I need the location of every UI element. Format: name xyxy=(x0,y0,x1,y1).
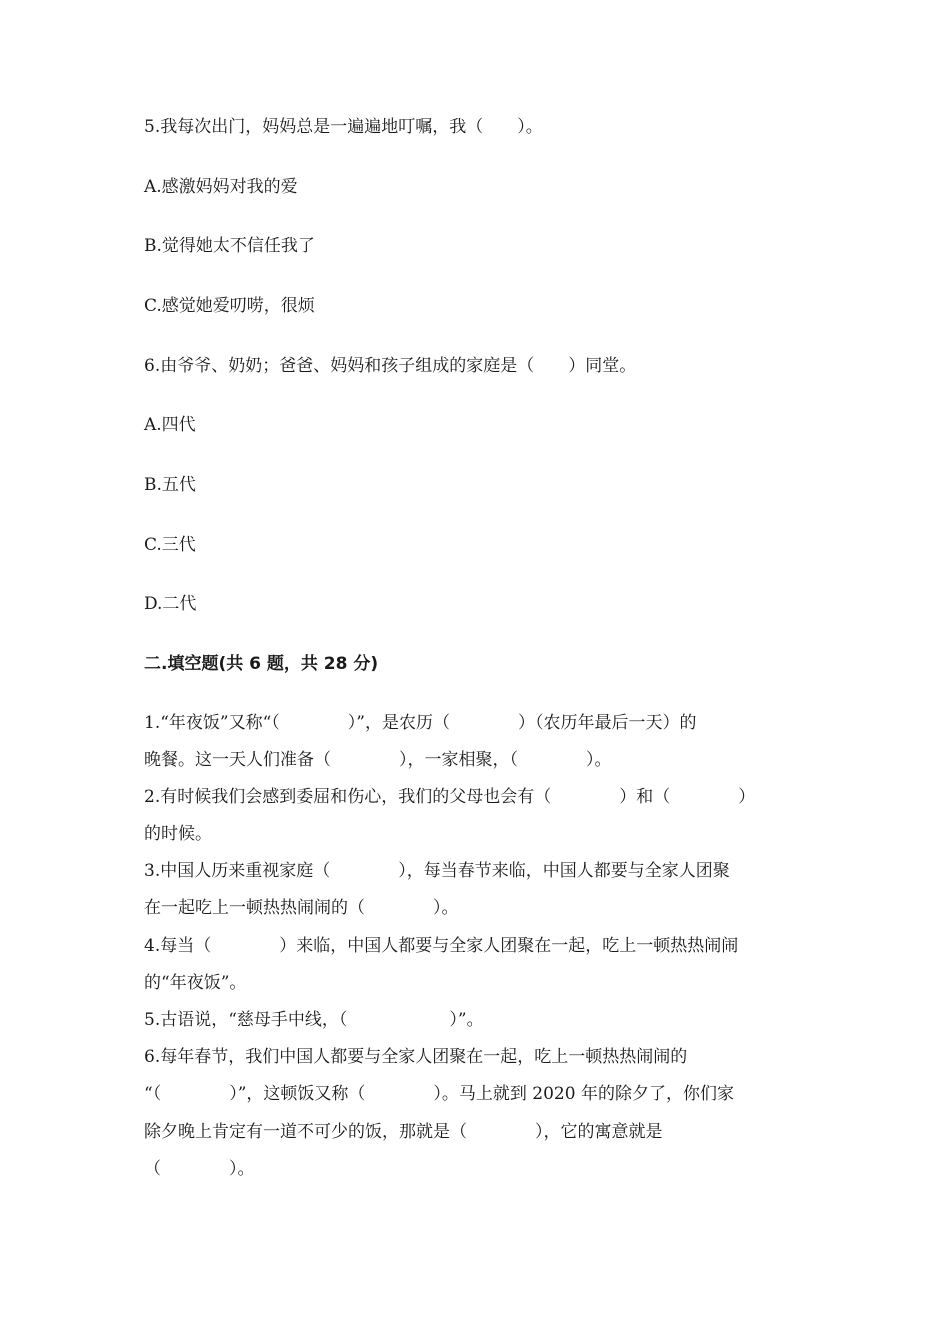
question-6-option-c: C.三代 xyxy=(144,535,196,555)
question-6-option-a: A.四代 xyxy=(144,415,196,435)
question-5-stem: 5.我每次出门，妈妈总是一遍遍地叮嘱，我（ ）。 xyxy=(144,117,543,137)
fill-blank-line: 6.每年春节，我们中国人都要与全家人团聚在一起，吃上一顿热热闹闹的 xyxy=(144,1047,688,1067)
fill-blank-line: 2.有时候我们会感到委屈和伤心，我们的父母也会有（ ）和（ ） xyxy=(144,787,756,807)
section-heading-fill-blank: 二.填空题(共 6 题，共 28 分) xyxy=(144,654,379,674)
fill-blank-line: 的时候。 xyxy=(144,824,212,844)
fill-blank-line: 3.中国人历来重视家庭（ ），每当春节来临，中国人都要与全家人团聚 xyxy=(144,861,730,881)
question-6-option-d: D.二代 xyxy=(144,594,197,614)
fill-blank-line: 在一起吃上一顿热热闹闹的（ ）。 xyxy=(144,898,459,918)
fill-blank-line: 除夕晚上肯定有一道不可少的饭，那就是（ ），它的寓意就是 xyxy=(144,1122,663,1142)
question-6-stem: 6.由爷爷、奶奶；爸爸、妈妈和孩子组成的家庭是（ ）同堂。 xyxy=(144,356,637,376)
fill-blank-line: “（ ）”，这顿饭又称（ ）。马上就到 2020 年的除夕了，你们家 xyxy=(144,1084,734,1104)
fill-blank-line: （ ）。 xyxy=(144,1159,255,1179)
fill-blank-line: 4.每当（ ）来临，中国人都要与全家人团聚在一起，吃上一顿热热闹闹 xyxy=(144,936,739,956)
question-5-option-a: A.感激妈妈对我的爱 xyxy=(144,177,298,197)
fill-blank-line: 晚餐。这一天人们准备（ ），一家相聚，（ ）。 xyxy=(144,750,612,770)
fill-blank-line: 1.“年夜饭”又称“（ ）”，是农历（ ）（农历年最后一天）的 xyxy=(144,713,697,733)
question-5-option-b: B.觉得她太不信任我了 xyxy=(144,236,315,256)
question-5-option-c: C.感觉她爱叨唠，很烦 xyxy=(144,296,315,316)
fill-blank-line: 5.古语说，“慈母手中线，（ ）”。 xyxy=(144,1010,484,1030)
question-6-option-b: B.五代 xyxy=(144,475,196,495)
fill-blank-line: 的“年夜饭”。 xyxy=(144,973,247,993)
